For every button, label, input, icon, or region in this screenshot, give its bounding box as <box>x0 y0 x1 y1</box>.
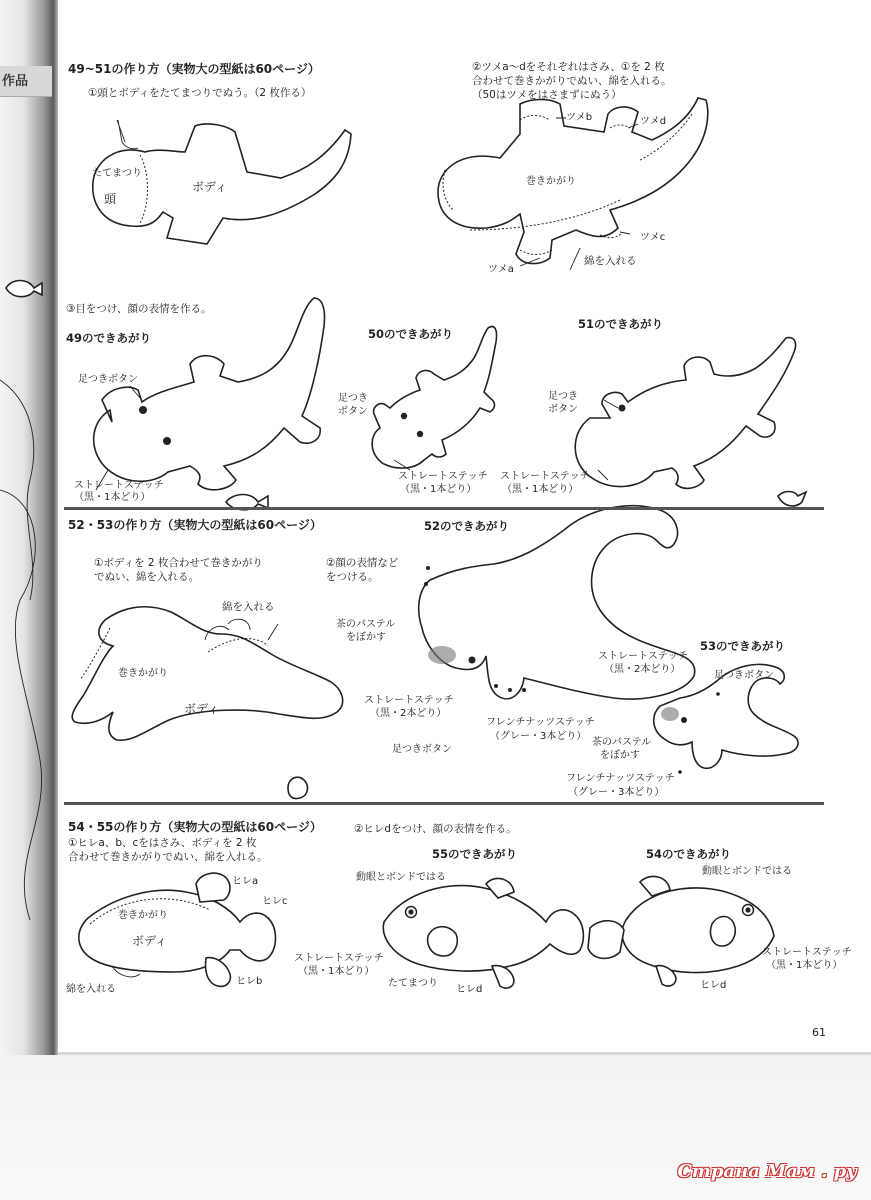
label-hire-c: ヒレc <box>262 896 288 907</box>
label-button-52: 足つきボタン <box>392 744 452 755</box>
left-page-drawing-2 <box>0 490 42 920</box>
label-hire-d-55: ヒレd <box>456 984 483 995</box>
label-french-52: フレンチナッツステッチ <box>486 717 595 728</box>
label-hire-a: ヒレa <box>232 876 259 887</box>
left-page-drawing-1 <box>0 380 34 600</box>
left-page-tab-text: 作品 <box>2 74 29 89</box>
finished-49-caption: 49のできあがり <box>66 331 152 345</box>
label-wata-3: 綿を入れる <box>66 984 116 995</box>
fish-ornament-left <box>6 281 42 297</box>
label-button-50-l1: 足つき <box>338 393 368 404</box>
label-button-53: 足つきボタン <box>714 670 774 681</box>
finished-55-illustration <box>383 878 583 988</box>
label-stitch-54: ストレートステッチ <box>762 947 852 958</box>
section-divider-2 <box>64 802 824 805</box>
label-maki-1: 巻きかがり <box>526 176 576 187</box>
label-eye-55: 動眼とボンドではる <box>356 872 446 883</box>
seal-ornament-divider <box>288 777 307 798</box>
section1-step2-line1: ②ツメa～dをそれぞれはさみ、①を 2 枚 <box>472 61 665 73</box>
section2-step2-line1: ②顔の表情など <box>326 557 399 569</box>
finished-54-illustration <box>588 876 774 986</box>
finished-49-illustration <box>94 298 325 490</box>
label-stitch-52b: （黒・2本どり） <box>370 708 447 719</box>
section2-step2-line2: をつける。 <box>326 571 379 583</box>
label-pastel-53-l2: をぼかす <box>600 750 640 761</box>
section2-title: 52・53の作り方（実物大の型紙は60ページ） <box>68 518 322 532</box>
diagram-54-step1-fish <box>79 873 276 986</box>
label-stitch-49b: （黒・1本どり） <box>74 492 151 503</box>
finished-54-caption: 54のできあがり <box>646 847 732 861</box>
label-tatematsuri: たてまつり <box>92 168 142 179</box>
label-stitch-52: ストレートステッチ <box>364 695 454 706</box>
finished-51-illustration <box>575 338 795 489</box>
label-french-53b: （グレー・3本どり） <box>568 787 665 798</box>
label-hire-b: ヒレb <box>236 976 263 987</box>
label-wata-1: 綿を入れる <box>584 255 637 267</box>
finished-53-caption: 53のできあがり <box>700 639 786 653</box>
label-tatematsuri-55: たてまつり <box>388 978 438 989</box>
label-stitch-51: ストレートステッチ <box>500 471 590 482</box>
label-stitch-55: ストレートステッチ <box>294 953 384 964</box>
label-pastel-52-l2: をぼかす <box>346 632 386 643</box>
label-stitch-50: ストレートステッチ <box>398 471 488 482</box>
section1-title: 49~51の作り方（実物大の型紙は60ページ） <box>68 62 320 76</box>
label-button-49: 足つきボタン <box>78 374 138 385</box>
finished-51-caption: 51のできあがり <box>578 317 664 331</box>
label-maki-2: 巻きかがり <box>118 668 168 679</box>
finished-52-caption: 52のできあがり <box>424 519 510 533</box>
label-button-50-l2: ボタン <box>338 406 368 417</box>
label-body-3: ボディ <box>132 934 168 948</box>
label-tsume-c: ツメc <box>640 232 666 243</box>
finished-50-caption: 50のできあがり <box>368 327 454 341</box>
label-button-51-l1: 足つき <box>548 391 578 402</box>
diagram-52-step1-seal <box>72 607 342 740</box>
label-tsume-a: ツメa <box>488 264 514 275</box>
label-stitch-50b: （黒・1本どり） <box>400 484 477 495</box>
section3-step1-line2: 合わせて巻きかがりでぬい、綿を入れる。 <box>68 851 268 863</box>
section3-title: 54・55の作り方（実物大の型紙は60ページ） <box>68 820 322 834</box>
section1-step1: ①頭とボディをたてまつりでぬう。（2 枚作る） <box>88 87 312 99</box>
label-stitch-53b: （黒・2本どり） <box>604 664 681 675</box>
section-divider-1 <box>64 507 824 510</box>
label-hire-d-54: ヒレd <box>700 980 727 991</box>
label-body-2: ボディ <box>184 702 220 716</box>
label-button-51-l2: ボタン <box>548 404 578 415</box>
label-pastel-52-l1: 茶のパステル <box>336 619 396 630</box>
finished-50-illustration <box>372 327 496 470</box>
label-maki-3: 巻きかがり <box>118 910 168 921</box>
section2-step1-line1: ①ボディを 2 枚合わせて巻きかがり <box>94 557 263 569</box>
platypus-ornament-divider <box>778 492 806 506</box>
section1-step3: ③目をつけ、顔の表情を作る。 <box>66 303 212 315</box>
finished-55-caption: 55のできあがり <box>432 847 518 861</box>
section3-step2: ②ヒレdをつけ、顔の表情を作る。 <box>354 823 517 835</box>
section1-step2-line2: 合わせて巻きかがりでぬい、綿を入れる。 <box>472 75 672 87</box>
label-stitch-54b: （黒・1本どり） <box>766 960 843 971</box>
label-pastel-53-l1: 茶のパステル <box>592 737 652 748</box>
label-eye-54: 動眼とボンドではる <box>702 866 792 877</box>
page-number: 61 <box>812 1026 826 1039</box>
section1-step2-line3: （50はツメをはさまずにぬう） <box>472 89 622 101</box>
label-stitch-53: ストレートステッチ <box>598 651 688 662</box>
label-tsume-b: ツメb <box>566 112 593 123</box>
label-atama: 頭 <box>104 192 117 206</box>
label-body-1: ボディ <box>192 180 228 194</box>
label-tsume-d: ツメd <box>640 116 667 127</box>
label-stitch-51b: （黒・1本どり） <box>502 484 579 495</box>
watermark: Страна Мам . ру <box>677 1161 857 1182</box>
label-french-53: フレンチナッツステッチ <box>566 773 675 784</box>
label-wata-2: 綿を入れる <box>222 601 275 613</box>
section2-step1-line2: でぬい、綿を入れる。 <box>94 571 199 583</box>
label-stitch-55b: （黒・1本どり） <box>298 966 375 977</box>
label-french-52b: （グレー・3本どり） <box>490 731 587 742</box>
label-stitch-49: ストレートステッチ <box>74 480 164 491</box>
section3-step1-line1: ①ヒレa、b、cをはさみ、ボディを 2 枚 <box>68 837 257 849</box>
